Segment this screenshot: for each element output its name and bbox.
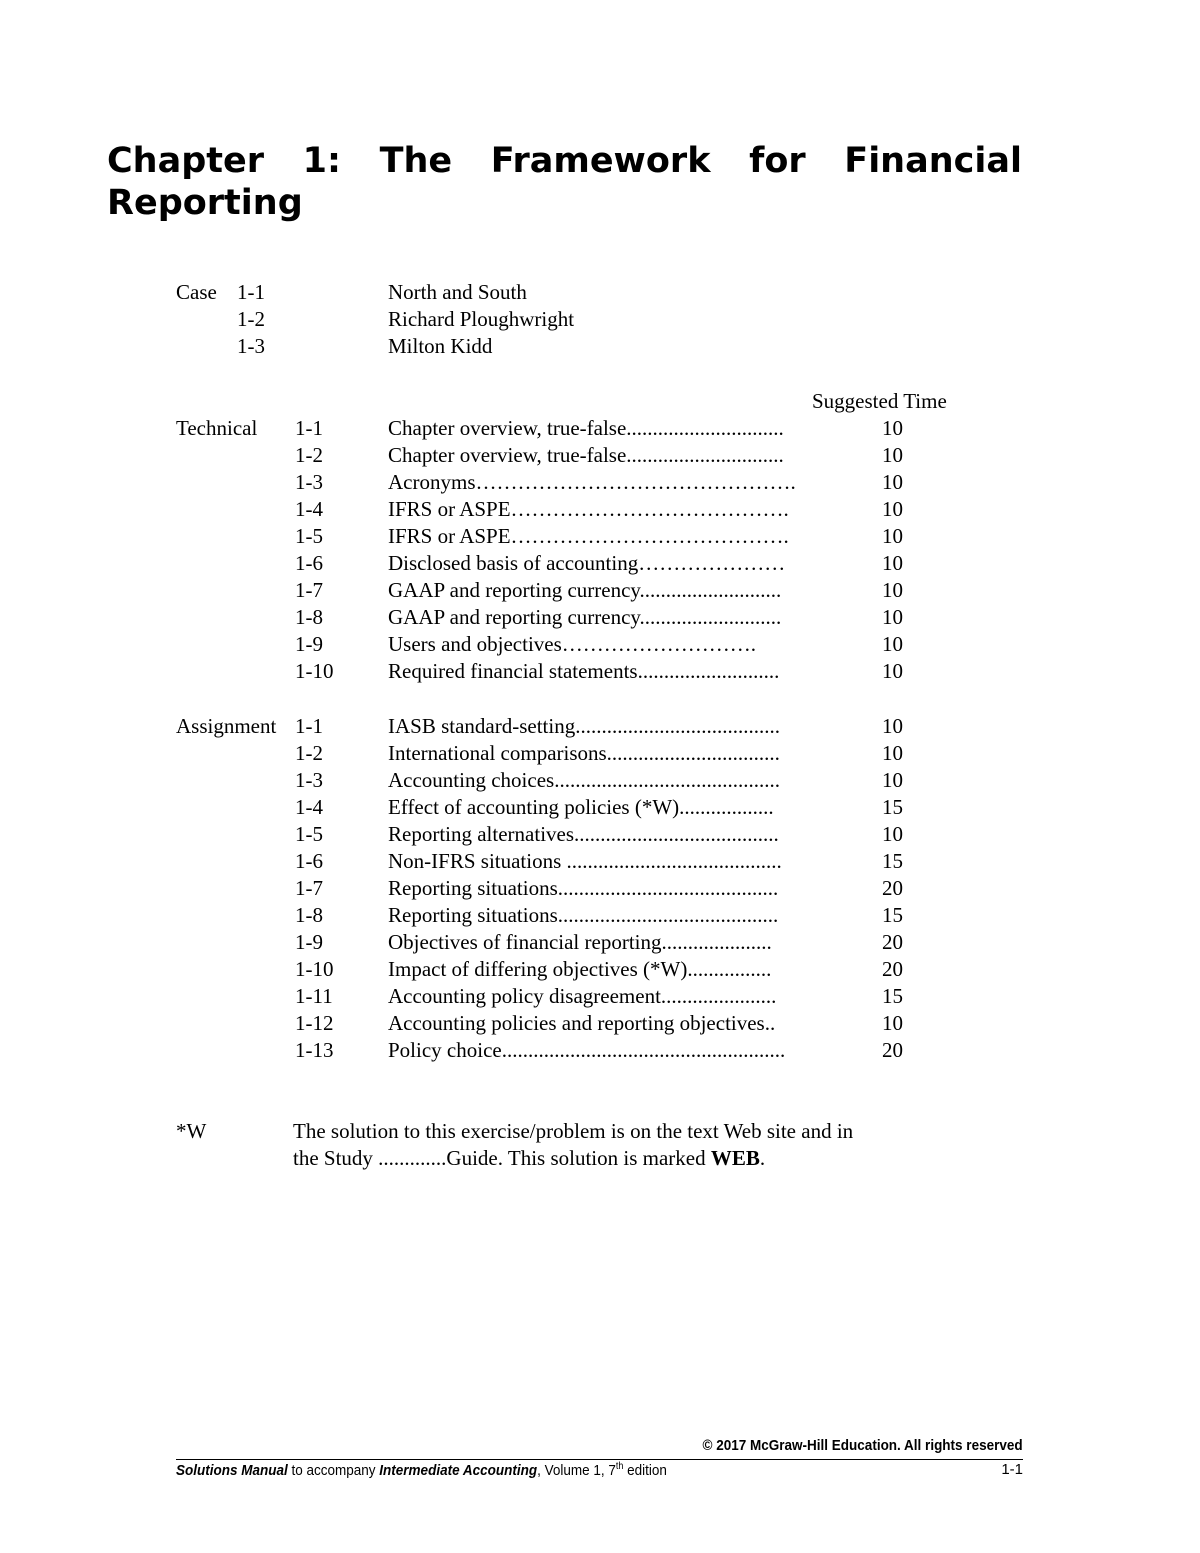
item-description: Non-IFRS situations .........................................	[388, 849, 782, 873]
item-number: 1-1	[295, 416, 323, 440]
case-section-label: Case	[176, 280, 217, 304]
item-number: 1-13	[295, 1038, 334, 1062]
case-number: 1-3	[237, 334, 265, 358]
footer-divider	[176, 1459, 1023, 1460]
item-number: 1-6	[295, 849, 323, 873]
item-description: GAAP and reporting currency...........................	[388, 578, 782, 602]
note-line-2	[293, 1145, 993, 1172]
item-number: 1-4	[295, 497, 323, 521]
item-description: Acronyms……………………………………….	[388, 470, 796, 494]
item-number: 1-6	[295, 551, 323, 575]
item-time: 10	[882, 741, 903, 765]
item-number: 1-10	[295, 659, 334, 683]
item-number: 1-7	[295, 578, 323, 602]
item-description: Accounting choices...........................................	[388, 768, 780, 792]
item-time: 10	[882, 822, 903, 846]
volume-text: , Volume 1, 7	[537, 1462, 616, 1479]
item-time: 15	[882, 903, 903, 927]
item-time: 10	[882, 768, 903, 792]
item-time: 10	[882, 632, 903, 656]
case-title: North and South	[388, 280, 527, 304]
item-number: 1-3	[295, 768, 323, 792]
item-time: 10	[882, 551, 903, 575]
item-number: 1-5	[295, 822, 323, 846]
item-description: Accounting policies and reporting objectives..	[388, 1011, 776, 1035]
case-number: 1-1	[237, 280, 265, 304]
note-text	[293, 1118, 993, 1172]
case-number: 1-2	[237, 307, 265, 331]
item-time: 10	[882, 497, 903, 521]
item-time: 15	[882, 849, 903, 873]
item-description: Reporting situations..........................................	[388, 876, 779, 900]
item-number: 1-11	[295, 984, 333, 1008]
item-number: 1-1	[295, 714, 323, 738]
item-time: 10	[882, 416, 903, 440]
footer-copyright: © 2017 McGraw-Hill Education. All rights reserved	[702, 1437, 1023, 1454]
item-description: IASB standard-setting.......................................	[388, 714, 780, 738]
note-key: *W	[176, 1119, 207, 1143]
item-description: International comparisons.................................	[388, 741, 780, 765]
note-line-2-end: .	[759, 1146, 766, 1170]
item-number: 1-3	[295, 470, 323, 494]
item-time: 20	[882, 957, 903, 981]
item-description: Disclosed basis of accounting…………………	[388, 551, 786, 575]
item-time: 15	[882, 984, 903, 1008]
item-description: IFRS or ASPE………………………………….	[388, 524, 789, 548]
item-description: Users and objectives……………………….	[388, 632, 757, 656]
item-time: 10	[882, 714, 903, 738]
item-time: 20	[882, 1038, 903, 1062]
item-time: 10	[882, 605, 903, 629]
assignment-section-label: Assignment	[176, 714, 277, 738]
item-number: 1-9	[295, 632, 323, 656]
item-description: Policy choice......................................................	[388, 1038, 786, 1062]
item-time: 10	[882, 443, 903, 467]
item-number: 1-7	[295, 876, 323, 900]
item-number: 1-5	[295, 524, 323, 548]
item-number: 1-4	[295, 795, 323, 819]
item-time: 10	[882, 578, 903, 602]
item-time: 10	[882, 1011, 903, 1035]
item-number: 1-10	[295, 957, 334, 981]
suggested-time-header: Suggested Time	[812, 389, 947, 413]
item-time: 10	[882, 470, 903, 494]
item-description: Reporting situations..........................................	[388, 903, 779, 927]
accompany-text: to accompany	[287, 1462, 380, 1479]
item-time: 20	[882, 876, 903, 900]
item-description: IFRS or ASPE………………………………….	[388, 497, 789, 521]
page-number: 1-1	[1001, 1461, 1023, 1478]
book-title: Intermediate Accounting	[379, 1462, 538, 1479]
web-marker: WEB	[710, 1146, 760, 1170]
item-description: Impact of differing objectives (*W)................	[388, 957, 772, 981]
technical-section-label: Technical	[176, 416, 258, 440]
manual-title: Solutions Manual	[176, 1462, 288, 1479]
item-description: Reporting alternatives.......................................	[388, 822, 779, 846]
item-time: 15	[882, 795, 903, 819]
item-number: 1-9	[295, 930, 323, 954]
edition-text: edition	[623, 1462, 667, 1479]
item-description: Objectives of financial reporting.....................	[388, 930, 772, 954]
item-description: Required financial statements...........................	[388, 659, 780, 683]
item-description: Effect of accounting policies (*W)..................	[388, 795, 774, 819]
item-time: 10	[882, 524, 903, 548]
item-number: 1-8	[295, 903, 323, 927]
item-number: 1-2	[295, 741, 323, 765]
item-description: Accounting policy disagreement......................	[388, 984, 777, 1008]
item-number: 1-2	[295, 443, 323, 467]
edition-superscript: th	[615, 1461, 624, 1472]
note-line-2-text: the Study .............Guide. This solution is marked	[293, 1146, 711, 1170]
footer-citation	[176, 1461, 667, 1479]
item-time: 20	[882, 930, 903, 954]
item-number: 1-8	[295, 605, 323, 629]
case-title: Milton Kidd	[388, 334, 493, 358]
note-line-1: The solution to this exercise/problem is on the text Web site and in	[293, 1119, 854, 1143]
chapter-title: Chapter 1: The Framework for Financial Reporting	[107, 141, 1022, 223]
item-description: Chapter overview, true-false..............................	[388, 416, 784, 440]
item-description: GAAP and reporting currency...........................	[388, 605, 782, 629]
item-number: 1-12	[295, 1011, 334, 1035]
case-title: Richard Ploughwright	[388, 307, 575, 331]
item-time: 10	[882, 659, 903, 683]
item-description: Chapter overview, true-false..............................	[388, 443, 784, 467]
